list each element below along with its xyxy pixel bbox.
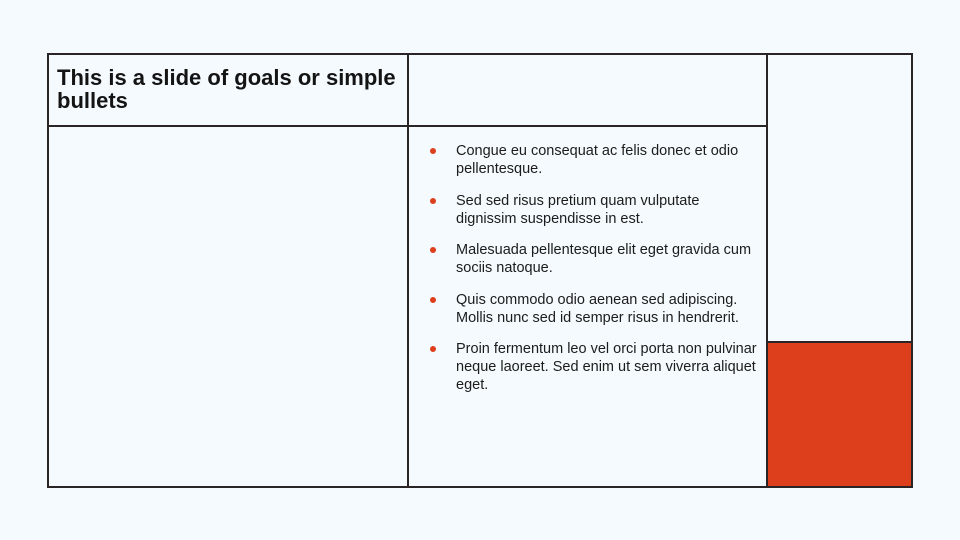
bullet-item [428, 142, 758, 178]
bullet-list [428, 142, 758, 408]
accent-block [768, 343, 911, 486]
bullet-text: Sed sed risus pretium quam vulputate dignissim suspendisse in est. [456, 192, 700, 227]
bullet-dot-icon [430, 198, 436, 204]
bullet-item [428, 192, 758, 228]
bullet-dot-icon [430, 346, 436, 352]
bullet-item [428, 241, 758, 277]
bullet-dot-icon [430, 297, 436, 303]
bullet-text: Congue eu consequat ac felis donec et odio pellentesque. [456, 143, 739, 177]
bullet-item [428, 291, 758, 327]
bullet-text: Proin fermentum leo vel orci porta non pulvinar neque laoreet. Sed enim ut sem viverra aliquet eget. [456, 341, 757, 393]
bullet-dot-icon [430, 247, 436, 253]
divider-vertical-left [407, 53, 409, 488]
slide-title: This is a slide of goals or simple bullets [57, 65, 396, 113]
bullet-text: Quis commodo odio aenean sed adipiscing. Mollis nunc sed id semper risus in hendrerit. [456, 291, 739, 326]
bullet-dot-icon [430, 148, 436, 154]
bullet-text: Malesuada pellentesque elit eget gravida cum sociis natoque. [456, 242, 752, 276]
bullet-item [428, 340, 758, 394]
divider-horizontal-header [47, 125, 768, 127]
